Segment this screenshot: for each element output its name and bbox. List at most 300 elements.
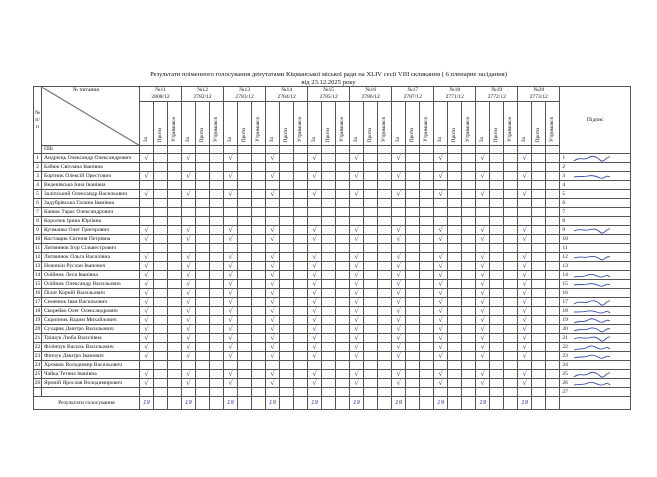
- row-number: 12: [34, 253, 41, 260]
- vote-za-cell: [182, 370, 196, 379]
- vote-za-cell: [140, 163, 154, 172]
- vote-utrymavsia-cell: [504, 199, 518, 208]
- vote-proty-cell: [490, 271, 504, 280]
- vote-proty-cell: [532, 262, 546, 271]
- issue-header-10: [518, 87, 560, 102]
- vote-za-cell: [350, 361, 364, 370]
- vote-utrymavsia-cell: [168, 253, 182, 262]
- row-number: 5: [34, 190, 42, 199]
- handwritten-check-mark: √: [144, 190, 149, 198]
- handwritten-check-mark: √: [438, 190, 443, 198]
- vote-utrymavsia-cell: [336, 298, 350, 307]
- handwritten-check-mark: √: [522, 370, 528, 378]
- handwritten-signature: [572, 271, 612, 280]
- signature-cell: 24: [560, 361, 631, 370]
- vote-utrymavsia-cell: [168, 343, 182, 352]
- vote-option-header: [364, 102, 378, 146]
- vote-za-cell: [434, 208, 448, 217]
- vote-utrymavsia-cell: [252, 388, 266, 397]
- vote-za-cell: [182, 199, 196, 208]
- vote-proty-cell: [154, 361, 168, 370]
- vote-za-cell: [392, 253, 406, 262]
- vote-utrymavsia-cell: [504, 190, 518, 199]
- vote-utrymavsia-cell: [294, 181, 308, 190]
- deputy-name: Скрипник Вадим Михайлович: [42, 316, 140, 325]
- vote-proty-cell: [532, 325, 546, 334]
- vote-utrymavsia-cell: [462, 316, 476, 325]
- vote-option-header: [154, 102, 168, 146]
- vote-utrymavsia-cell: [546, 163, 560, 172]
- vote-utrymavsia-cell: [252, 280, 266, 289]
- handwritten-check-mark: √: [396, 334, 401, 342]
- handwritten-check-mark: √: [438, 253, 443, 261]
- vote-za-cell: [224, 217, 238, 226]
- vote-utrymavsia-cell: [378, 379, 392, 388]
- vote-za-cell: [308, 172, 322, 181]
- vote-utrymavsia-cell: [546, 379, 560, 388]
- signature-cell: 4: [560, 181, 631, 190]
- vote-utrymavsia-cell: [252, 379, 266, 388]
- vote-za-cell: [308, 181, 322, 190]
- vote-total-count: 19: [182, 397, 196, 410]
- vote-za-cell: [434, 289, 448, 298]
- vote-za-cell: [392, 181, 406, 190]
- vote-proty-cell: [364, 208, 378, 217]
- signature-cell: 7: [560, 208, 631, 217]
- vote-utrymavsia-cell: [210, 199, 224, 208]
- signature-cell: 8: [560, 217, 631, 226]
- vote-proty-cell: [406, 370, 420, 379]
- vote-proty-cell: [532, 334, 546, 343]
- vote-utrymavsia-cell: [462, 388, 476, 397]
- blank-cell: [308, 146, 322, 154]
- blank-cell: [490, 146, 504, 154]
- vote-utrymavsia-cell: [294, 208, 308, 217]
- vote-proty-cell: [532, 190, 546, 199]
- vote-proty-cell: [196, 154, 210, 163]
- vote-za-cell: [392, 217, 406, 226]
- blank-cell: [322, 146, 336, 154]
- vote-option-header: [196, 102, 210, 146]
- handwritten-check-mark: √: [270, 352, 275, 360]
- handwritten-check-mark: √: [438, 172, 443, 180]
- vote-proty-cell: [406, 190, 420, 199]
- handwritten-check-mark: √: [144, 343, 149, 351]
- blank-cell: [266, 146, 280, 154]
- vote-option-label: Утримався: [549, 117, 556, 142]
- vote-proty-cell: [280, 334, 294, 343]
- vote-proty-cell: [238, 199, 252, 208]
- vote-proty-cell: [154, 388, 168, 397]
- vote-utrymavsia-cell: [420, 316, 434, 325]
- vote-total-count: 19: [266, 397, 280, 410]
- vote-za-cell: [140, 217, 154, 226]
- vote-za-cell: [140, 289, 154, 298]
- vote-za-cell: [518, 154, 532, 163]
- vote-utrymavsia-cell: [462, 307, 476, 316]
- vote-option-label: Утримався: [171, 117, 178, 142]
- vote-proty-cell: [532, 379, 546, 388]
- vote-proty-cell: [280, 172, 294, 181]
- vote-za-cell: [182, 316, 196, 325]
- signature-cell: 17: [560, 298, 631, 307]
- vote-option-label: Утримався: [465, 117, 472, 142]
- vote-proty-cell: [532, 271, 546, 280]
- vote-utrymavsia-cell: [378, 289, 392, 298]
- vote-za-cell: [140, 325, 154, 334]
- vote-za-cell: [308, 226, 322, 235]
- vote-proty-cell: [154, 343, 168, 352]
- handwritten-check-mark: √: [354, 325, 359, 333]
- vote-proty-cell: [490, 199, 504, 208]
- vote-utrymavsia-cell: [336, 172, 350, 181]
- vote-za-cell: [518, 199, 532, 208]
- row-number: 11: [34, 244, 41, 251]
- vote-utrymavsia-cell: [336, 379, 350, 388]
- vote-proty-cell: [196, 181, 210, 190]
- row-number: 20: [34, 325, 41, 332]
- vote-utrymavsia-cell: [462, 334, 476, 343]
- handwritten-check-mark: √: [144, 226, 149, 234]
- vote-za-cell: [140, 235, 154, 244]
- row-number-header: № п/п: [34, 87, 42, 154]
- vote-utrymavsia-cell: [546, 154, 560, 163]
- vote-utrymavsia-cell: [336, 190, 350, 199]
- vote-proty-cell: [280, 235, 294, 244]
- handwritten-check-mark: √: [144, 235, 149, 243]
- vote-utrymavsia-cell: [168, 388, 182, 397]
- handwritten-check-mark: √: [144, 172, 149, 180]
- vote-za-cell: [476, 181, 490, 190]
- vote-proty-cell: [448, 226, 462, 235]
- vote-za-cell: [392, 316, 406, 325]
- blank-cell: [364, 146, 378, 154]
- handwritten-check-mark: √: [270, 289, 275, 297]
- vote-proty-cell: [364, 334, 378, 343]
- vote-za-cell: [308, 271, 322, 280]
- vote-utrymavsia-cell: [210, 271, 224, 280]
- vote-proty-cell: [490, 181, 504, 190]
- vote-proty-cell: [154, 208, 168, 217]
- vote-proty-cell: [490, 172, 504, 181]
- handwritten-check-mark: √: [144, 298, 149, 306]
- document-title: [0, 71, 657, 87]
- vote-proty-cell: [280, 316, 294, 325]
- vote-utrymavsia-cell: [336, 154, 350, 163]
- vote-option-header: [350, 102, 364, 146]
- vote-proty-cell: [364, 271, 378, 280]
- blank-cell: [196, 397, 210, 410]
- vote-proty-cell: [280, 298, 294, 307]
- vote-za-cell: [392, 199, 406, 208]
- vote-proty-cell: [322, 217, 336, 226]
- vote-za-cell: [308, 163, 322, 172]
- vote-utrymavsia-cell: [420, 388, 434, 397]
- vote-za-cell: [140, 343, 154, 352]
- vote-proty-cell: [238, 379, 252, 388]
- vote-za-cell: [476, 208, 490, 217]
- vote-proty-cell: [322, 235, 336, 244]
- vote-utrymavsia-cell: [168, 199, 182, 208]
- vote-option-label: Проти: [493, 127, 500, 142]
- vote-utrymavsia-cell: [210, 316, 224, 325]
- vote-proty-cell: [280, 289, 294, 298]
- vote-proty-cell: [196, 388, 210, 397]
- deputy-name: Семенюк Іван Васильович: [42, 298, 140, 307]
- vote-proty-cell: [322, 154, 336, 163]
- handwritten-check-mark: √: [228, 298, 233, 306]
- vote-za-cell: [182, 163, 196, 172]
- blank-cell: [490, 397, 504, 410]
- vote-proty-cell: [238, 217, 252, 226]
- vote-utrymavsia-cell: [420, 370, 434, 379]
- table-row: [34, 190, 631, 199]
- handwritten-check-mark: √: [186, 271, 191, 279]
- vote-utrymavsia-cell: [504, 217, 518, 226]
- vote-utrymavsia-cell: [168, 154, 182, 163]
- vote-za-cell: [182, 280, 196, 289]
- vote-option-label: За: [269, 136, 276, 142]
- vote-proty-cell: [406, 325, 420, 334]
- vote-utrymavsia-cell: [294, 352, 308, 361]
- vote-utrymavsia-cell: [378, 172, 392, 181]
- vote-utrymavsia-cell: [252, 181, 266, 190]
- table-row: [34, 370, 631, 379]
- vote-proty-cell: [322, 334, 336, 343]
- vote-za-cell: [434, 163, 448, 172]
- vote-utrymavsia-cell: [252, 307, 266, 316]
- vote-za-cell: [182, 208, 196, 217]
- vote-za-cell: [266, 343, 280, 352]
- vote-utrymavsia-cell: [168, 370, 182, 379]
- vote-utrymavsia-cell: [252, 325, 266, 334]
- vote-proty-cell: [448, 361, 462, 370]
- vote-proty-cell: [448, 370, 462, 379]
- vote-proty-cell: [532, 388, 546, 397]
- vote-utrymavsia-cell: [252, 316, 266, 325]
- vote-utrymavsia-cell: [252, 298, 266, 307]
- table-row: [34, 262, 631, 271]
- vote-za-cell: [224, 388, 238, 397]
- vote-proty-cell: [406, 271, 420, 280]
- vote-proty-cell: [406, 352, 420, 361]
- vote-proty-cell: [532, 235, 546, 244]
- blank-cell: [196, 146, 210, 154]
- vote-utrymavsia-cell: [420, 343, 434, 352]
- vote-option-label: Утримався: [339, 117, 346, 142]
- vote-option-header: [532, 102, 546, 146]
- vote-utrymavsia-cell: [210, 343, 224, 352]
- blank-cell: [154, 146, 168, 154]
- vote-proty-cell: [448, 208, 462, 217]
- blank-cell: [322, 397, 336, 410]
- vote-za-cell: [308, 253, 322, 262]
- vote-proty-cell: [238, 163, 252, 172]
- vote-za-cell: [518, 253, 532, 262]
- vote-total-count: 19: [224, 397, 238, 410]
- vote-utrymavsia-cell: [462, 298, 476, 307]
- vote-utrymavsia-cell: [546, 334, 560, 343]
- vote-total-count: 19: [392, 397, 406, 410]
- handwritten-check-mark: √: [186, 298, 191, 306]
- handwritten-check-mark: √: [312, 298, 317, 306]
- handwritten-check-mark: √: [228, 235, 233, 243]
- table-row: [34, 334, 631, 343]
- vote-za-cell: [434, 190, 448, 199]
- handwritten-check-mark: √: [396, 379, 401, 387]
- vote-utrymavsia-cell: [546, 244, 560, 253]
- vote-proty-cell: [280, 370, 294, 379]
- handwritten-check-mark: √: [480, 235, 485, 243]
- issue-code: 2773/12: [529, 94, 548, 100]
- vote-za-cell: [266, 361, 280, 370]
- vote-za-cell: [434, 253, 448, 262]
- vote-za-cell: [476, 199, 490, 208]
- vote-utrymavsia-cell: [546, 289, 560, 298]
- vote-proty-cell: [406, 343, 420, 352]
- issue-number: №11: [155, 87, 166, 93]
- vote-za-cell: [224, 325, 238, 334]
- handwritten-check-mark: √: [396, 352, 401, 360]
- vote-proty-cell: [448, 379, 462, 388]
- deputy-name: Чайка Тетяна Іванівна: [42, 370, 140, 379]
- handwritten-check-mark: √: [522, 379, 528, 387]
- handwritten-check-mark: √: [186, 262, 191, 270]
- deputy-name: Бабюк Світлана Іванівна: [42, 163, 140, 172]
- vote-za-cell: [182, 217, 196, 226]
- vote-utrymavsia-cell: [504, 172, 518, 181]
- handwritten-check-mark: √: [312, 289, 317, 297]
- vote-utrymavsia-cell: [210, 172, 224, 181]
- vote-za-cell: [518, 316, 532, 325]
- vote-za-cell: [224, 352, 238, 361]
- vote-za-cell: [308, 298, 322, 307]
- vote-utrymavsia-cell: [294, 190, 308, 199]
- deputy-name: Яремій Ярослав Володимирович: [42, 379, 140, 388]
- vote-utrymavsia-cell: [420, 235, 434, 244]
- vote-proty-cell: [364, 280, 378, 289]
- handwritten-check-mark: √: [312, 370, 317, 378]
- row-number: 21: [34, 334, 41, 341]
- blank-cell: [364, 397, 378, 410]
- vote-proty-cell: [196, 316, 210, 325]
- vote-za-cell: [518, 280, 532, 289]
- vote-utrymavsia-cell: [210, 190, 224, 199]
- table-row: [34, 298, 631, 307]
- vote-option-header: [266, 102, 280, 146]
- vote-option-header: [462, 102, 476, 146]
- vote-za-cell: [392, 163, 406, 172]
- vote-proty-cell: [364, 190, 378, 199]
- blank-cell: [504, 146, 518, 154]
- blank-cell: [252, 397, 266, 410]
- vote-proty-cell: [364, 289, 378, 298]
- vote-utrymavsia-cell: [462, 361, 476, 370]
- vote-proty-cell: [490, 280, 504, 289]
- vote-za-cell: [308, 379, 322, 388]
- handwritten-check-mark: √: [144, 307, 149, 315]
- handwritten-check-mark: √: [480, 298, 485, 306]
- vote-proty-cell: [196, 235, 210, 244]
- row-number: 10: [34, 235, 41, 242]
- vote-option-header: [308, 102, 322, 146]
- vote-option-label: Проти: [283, 127, 290, 142]
- vote-za-cell: [392, 208, 406, 217]
- handwritten-check-mark: √: [228, 271, 233, 279]
- vote-za-cell: [392, 172, 406, 181]
- vote-utrymavsia-cell: [168, 271, 182, 280]
- issue-number: №17: [407, 87, 419, 93]
- vote-proty-cell: [532, 352, 546, 361]
- vote-za-cell: [140, 271, 154, 280]
- vote-za-cell: [392, 154, 406, 163]
- vote-za-cell: [518, 289, 532, 298]
- signature-cell: 20: [560, 325, 631, 334]
- vote-utrymavsia-cell: [168, 379, 182, 388]
- vote-option-label: За: [143, 136, 149, 142]
- vote-za-cell: [182, 388, 196, 397]
- vote-utrymavsia-cell: [210, 262, 224, 271]
- vote-utrymavsia-cell: [210, 181, 224, 190]
- vote-utrymavsia-cell: [378, 334, 392, 343]
- vote-za-cell: [476, 316, 490, 325]
- signature-header: Підпис: [560, 87, 631, 154]
- vote-proty-cell: [490, 388, 504, 397]
- vote-za-cell: [266, 163, 280, 172]
- vote-za-cell: [350, 271, 364, 280]
- vote-utrymavsia-cell: [378, 226, 392, 235]
- vote-option-label: Проти: [325, 127, 332, 142]
- vote-proty-cell: [322, 289, 336, 298]
- handwritten-check-mark: √: [438, 262, 443, 270]
- vote-za-cell: [266, 271, 280, 280]
- vote-utrymavsia-cell: [294, 199, 308, 208]
- handwritten-check-mark: √: [270, 316, 275, 324]
- deputy-name: Хромюк Володимир Васильович: [42, 361, 140, 370]
- vote-utrymavsia-cell: [252, 244, 266, 253]
- vote-proty-cell: [196, 307, 210, 316]
- table-row: [34, 361, 631, 370]
- handwritten-check-mark: √: [144, 289, 149, 297]
- deputy-name: Трішук Люба Василівна: [42, 334, 140, 343]
- vote-utrymavsia-cell: [210, 163, 224, 172]
- vote-za-cell: [518, 262, 532, 271]
- vote-za-cell: [476, 334, 490, 343]
- vote-za-cell: [308, 262, 322, 271]
- signature-cell: 11: [560, 244, 631, 253]
- vote-option-label: Утримався: [255, 117, 262, 142]
- vote-utrymavsia-cell: [378, 217, 392, 226]
- handwritten-check-mark: √: [438, 226, 443, 234]
- vote-za-cell: [308, 361, 322, 370]
- vote-utrymavsia-cell: [546, 226, 560, 235]
- vote-za-cell: [224, 370, 238, 379]
- vote-option-header: [420, 102, 434, 146]
- handwritten-check-mark: √: [522, 262, 528, 270]
- vote-utrymavsia-cell: [168, 181, 182, 190]
- handwritten-check-mark: √: [354, 190, 359, 198]
- handwritten-check-mark: √: [228, 334, 233, 342]
- handwritten-check-mark: √: [354, 352, 359, 360]
- handwritten-check-mark: √: [480, 262, 485, 270]
- handwritten-check-mark: √: [480, 280, 485, 288]
- vote-proty-cell: [196, 325, 210, 334]
- vote-utrymavsia-cell: [336, 217, 350, 226]
- vote-proty-cell: [196, 334, 210, 343]
- vote-za-cell: [476, 298, 490, 307]
- vote-proty-cell: [532, 172, 546, 181]
- row-number: 7: [34, 208, 42, 217]
